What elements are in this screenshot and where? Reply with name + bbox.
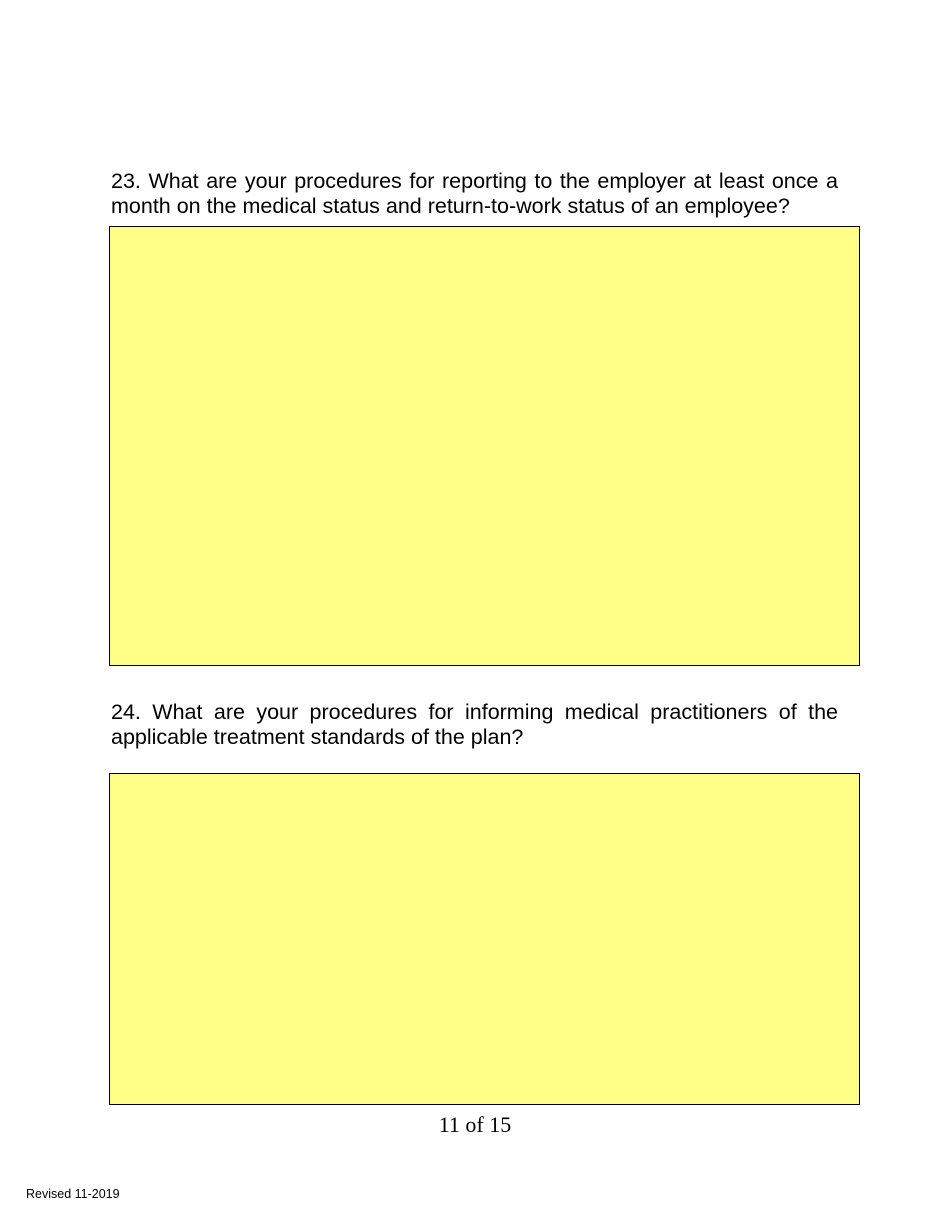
revision-note: Revised 11-2019	[26, 1187, 120, 1201]
question-24-answer-field[interactable]	[109, 773, 860, 1105]
question-24-text: 24. What are your procedures for informing medical practitioners of the applicable treatment standards of the plan?	[111, 700, 838, 749]
page-number: 11 of 15	[438, 1112, 512, 1137]
question-23-answer-field[interactable]	[109, 226, 860, 666]
question-23-text: 23. What are your procedures for reporting to the employer at least once a month on the medical status and return-to-work status of an employee?	[111, 169, 838, 218]
